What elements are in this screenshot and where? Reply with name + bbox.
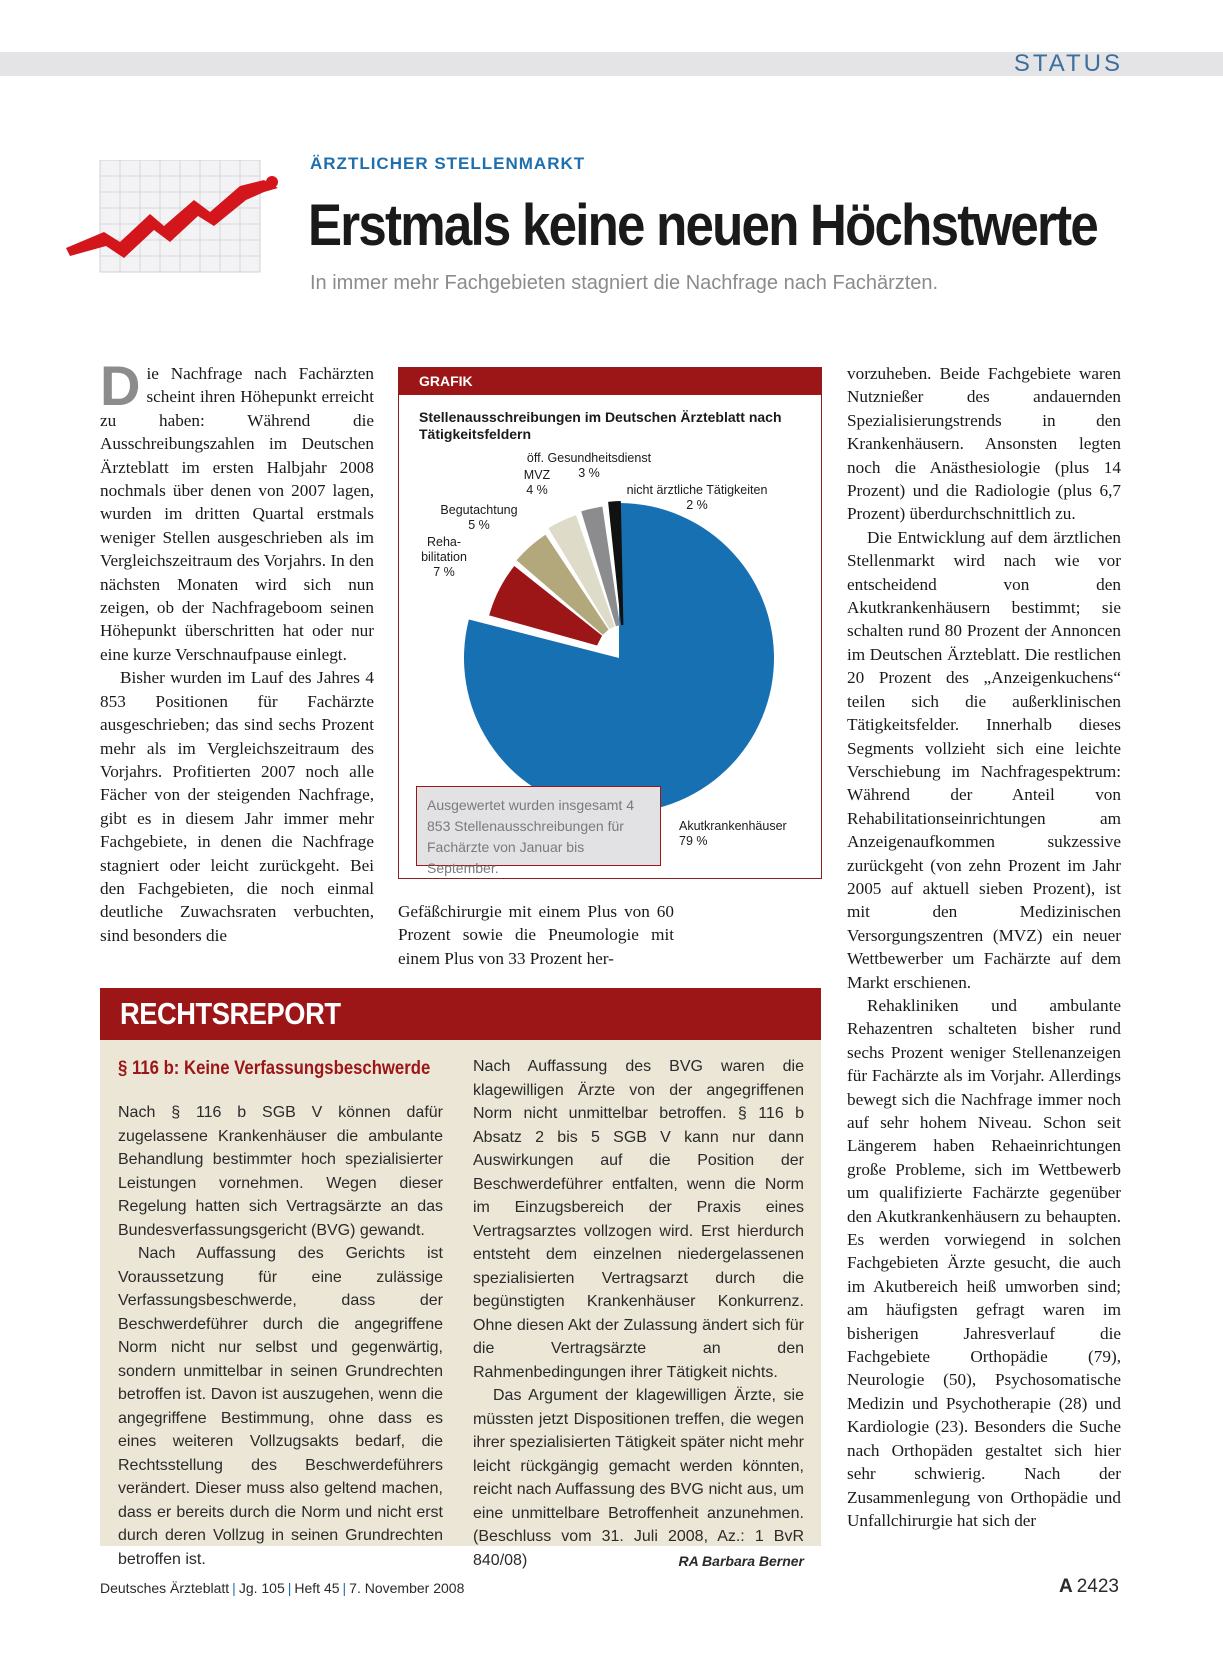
- footer-separator: |: [287, 1580, 292, 1596]
- footer-journal: Deutsches Ärzteblatt: [100, 1580, 230, 1596]
- rechtsreport-subtitle: § 116 b: Keine Verfassungsbeschwerde: [118, 1058, 431, 1079]
- article-kicker: ÄRZTLICHER STELLENMARKT: [310, 154, 586, 173]
- article-paragraph: Die Entwicklung auf dem ärztlichen Stellenmarkt wird nach wie vor entscheidend von den Akutkrankenhäusern bestimmt; sie schalten rund 80 Prozent der Annoncen im Deutschen Ärzteblatt. Die restlichen 20 Prozent des „Anzeigenkuchens“ teilen sich die außerklinischen Tätigkeitsfelder. Innerhalb dieses Segments vollzieht sich eine leichte Verschiebung im Nachfragespektrum: Während der Anteil von Rehabilitationseinrichtungen am Anzeigenaufkommen sukzessive zurückgeht (von zehn Prozent im Jahr 2005 auf aktuell sieben Prozent), ist mit den Medizinischen Versorgungszentren (MVZ) ein neuer Wettbewerber um Fachärzte auf dem Markt erschienen.: [847, 527, 1121, 992]
- article-paragraph: Bisher wurden im Lauf des Jahres 4 853 Positionen für Fachärzte ausgeschrieben; das sind sechs Prozent mehr als im Vergleichszeitraum des Vorjahrs. Profitierten 2007 noch alle Fächer von der steigenden Nachfrage, gibt es in diesem Jahr immer mehr Fachgebiete, in denen die Nachfrage stagniert oder leicht zurückgeht. Bei den Fachgebieten, die noch einmal deutliche Zuwachsraten verbuchten, sind besonders die: [100, 668, 374, 945]
- article-paragraph: vorzuheben. Beide Fachgebiete waren Nutznießer des andauernden Spezialisierungstrends in den Krankenhäusern. Ansonsten legten noch die Anästhesiologie (plus 14 Prozent) und die Radiologie (plus 6,7 Prozent) überdurchschnittlich zu.: [847, 364, 1121, 524]
- rechtsreport-paragraph: Nach § 116 b SGB V können dafür zugelassene Krankenhäuser die ambulante Behandlung bestimmter hoch spezialisierter Leistungen vornehmen. Wegen dieser Regelung hatten sich Vertragsärzte an das Bundesverfassungsgericht (BVG) gewandt.: [118, 1104, 443, 1239]
- footer-separator: |: [232, 1580, 236, 1596]
- pie-label: öff. Gesundheitsdienst 3 %: [526, 451, 652, 480]
- rechtsreport-author: RA Barbara Berner: [678, 1553, 804, 1569]
- section-label: STATUS: [1013, 50, 1123, 77]
- pie-label: Reha-bilitation 7 %: [421, 535, 467, 579]
- rechtsreport-paragraph: Nach Auffassung des BVG waren die klagewilligen Ärzte von der angegriffenen Norm nicht unmittelbar betroffen. § 116 b Absatz 2 bis 5 SGB V kann nur dann Auswirkungen auf die Position der Beschwerdeführer entfalten, wenn die Norm im Einzugsbereich der Praxis eines Vertragsarztes vollzogen wird. Erst hierdurch entsteht dem einzelnen niedergelassenen spezialisierten Vertragsarzt durch die begünstigten Krankenhäuser Konkurrenz. Ohne diesen Akt der Zulassung ändert sich für die Vertragsärzte an den Rahmenbedingungen ihrer Tätigkeit nichts.: [473, 1058, 804, 1381]
- rising-arrow-chart-icon: [64, 160, 304, 290]
- article-paragraph: ie Nachfrage nach Fachärzten scheint ihren Höhepunkt erreicht zu haben: Während die Ausschreibungszahlen im Deutschen Ärzteblatt im ersten Halbjahr 2008 nochmals über denen von 2007 lagen, wurden im dritten Quartal erstmals weniger Stellen ausgeschrieben als im Vergleichszeitraum des Vorjahrs. In den nächsten Monaten wird sich nun zeigen, ob der Nachfrageboom seinen Höhepunkt überschritten hat oder nur eine kurze Verschnaufpause einlegt.: [100, 364, 374, 664]
- rechtsreport-column-1: [118, 1101, 443, 1571]
- pie-label: MVZ 4 %: [523, 468, 551, 497]
- grafik-tag: GRAFIK: [399, 368, 821, 395]
- article-column-2: [398, 900, 674, 970]
- footer-issue: Heft 45: [294, 1580, 340, 1596]
- footer-citation: [100, 1580, 464, 1596]
- chart-note: Ausgewertet wurden insgesamt 4 853 Stellenausschreibungen für Fachärzte von Januar bis September.: [416, 786, 661, 866]
- page-prefix: A: [1058, 1576, 1073, 1597]
- article-subhead: In immer mehr Fachgebieten stagniert die Nachfrage nach Fachärzten.: [310, 272, 939, 294]
- rechtsreport-paragraph: Das Argument der klagewilligen Ärzte, sie müssten jetzt Dispositionen treffen, die wegen ihrer spezialisierten Tätigkeit später nicht mehr leicht rückgängig gemacht werden könnten, reicht nach Auffassung des BVG nicht aus, um eine unmittelbare Betroffenheit anzunehmen. (Beschluss vom 31. Juli 2008, Az.: 1 BvR 840/08): [473, 1387, 804, 1569]
- footer-separator: |: [342, 1580, 347, 1596]
- pie-label: nicht ärztliche Tätigkeiten 2 %: [626, 483, 768, 512]
- chart-title: Stellenausschreibungen im Deutschen Ärzteblatt nach Tätigkeitsfeldern: [419, 409, 782, 442]
- footer-volume: Jg. 105: [238, 1580, 285, 1596]
- footer-date: 7. November 2008: [349, 1580, 465, 1596]
- page-value: 2423: [1076, 1576, 1119, 1597]
- article-paragraph: Gefäßchirurgie mit einem Plus von 60 Prozent sowie die Pneumologie mit einem Plus von 33 Prozent her-: [398, 902, 674, 968]
- rechtsreport-paragraph: Nach Auffassung des Gerichts ist Voraussetzung für eine zulässige Verfassungsbeschwerde, dass der Beschwerdeführer durch die angegriffene Norm nicht nur selbst und gegenwärtig, sondern unmittelbar in seinen Grundrechten betroffen ist. Davon ist auszugehen, wenn die angegriffene Bestimmung, ohne dass es eines weiteren Vollzugsakts bedarf, die Rechtsstellung des Beschwerdeführers verändert. Dieser muss also geltend machen, dass er bereits durch die Norm und nicht erst durch deren Vollzug in seinen Grundrechten betroffen ist.: [118, 1245, 443, 1568]
- rechtsreport-column-2: [473, 1055, 804, 1574]
- dropcap: D: [100, 362, 141, 417]
- page-number: [1059, 1576, 1119, 1598]
- article-headline: Erstmals keine neuen Höchstwerte: [308, 193, 1097, 258]
- article-column-3: [847, 362, 1121, 1554]
- pie-label: Begutachtung 5 %: [440, 503, 518, 532]
- article-column-1: [100, 362, 374, 972]
- pie-label: Akutkrankenhäuser 79 %: [679, 819, 787, 848]
- article-paragraph: Rehakliniken und ambulante Rehazentren schalteten bisher rund sechs Prozent weniger Stellenanzeigen für Fachärzte als im Vorjahr. Allerdings bewegt sich die Nachfrage immer noch auf sehr hohem Niveau. Schon seit Längerem haben Rehaeinrichtungen große Probleme, sich im Wettbewerb um qualifizierte Fachärzte gegenüber den Akutkrankenhäusern zu behaupten. Es werden vorwiegend in solchen Fachgebieten Ärzte gesucht, die auch im Akutbereich heiß umworben sind; am häufigsten gefragt waren im bisherigen Jahresverlauf die Fachgebiete Orthopädie (79), Neurologie (50), Psychosomatische Medizin und Psychotherapie (28) und Kardiologie (23). Besonders die Suche nach Orthopäden gestaltet sich hier sehr schwierig. Nach der Zusammenlegung von Orthopädie und Unfallchirurgie hat sich der: [847, 995, 1121, 1530]
- rechtsreport-title: RECHTSREPORT: [120, 996, 341, 1031]
- grafik-box: [398, 367, 822, 879]
